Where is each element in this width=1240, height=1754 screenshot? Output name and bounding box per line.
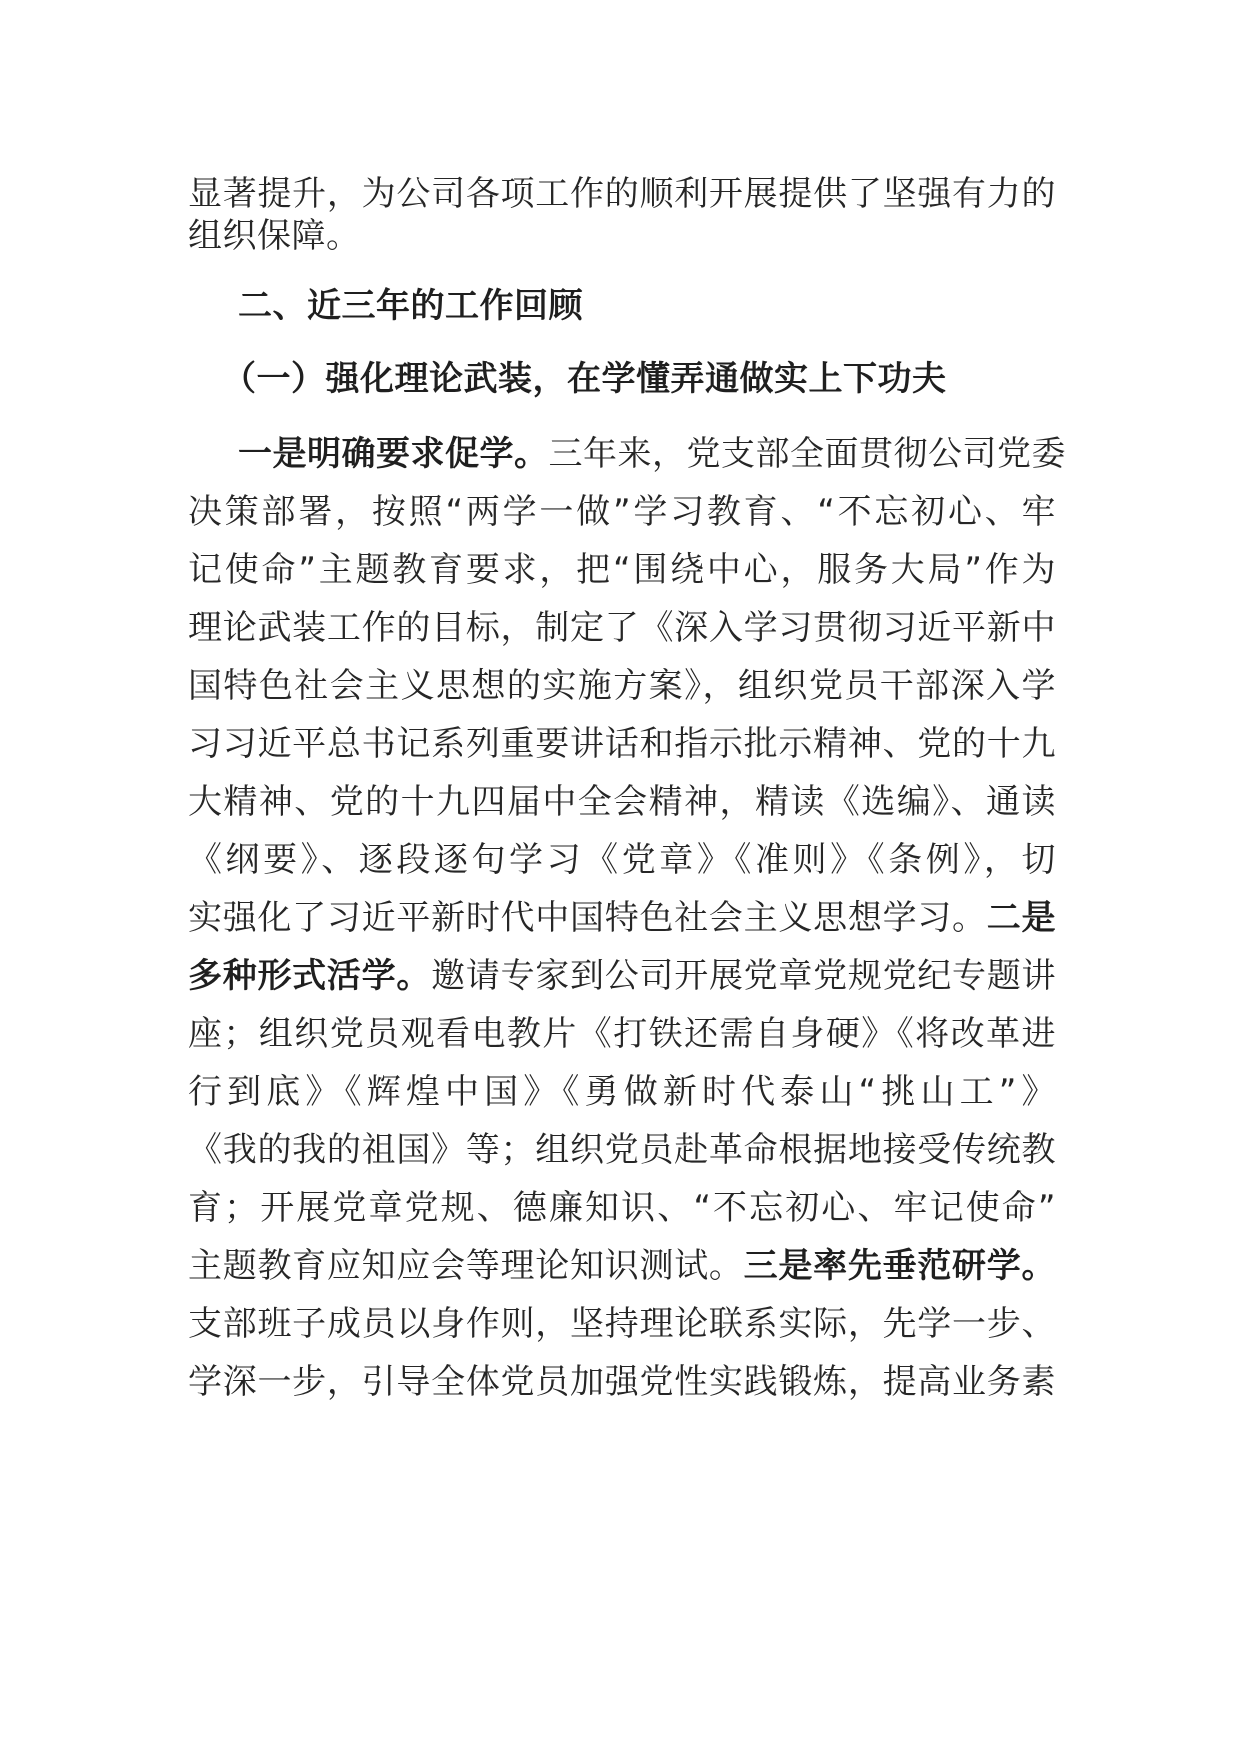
body-text: 邀请专家到公司开展党章党规党纪专题讲 (431, 956, 1057, 996)
body-line-15 (188, 1244, 1056, 1288)
body-line-14: 育；开展党章党规、德廉知识、“不忘初心、牢记使命” (188, 1188, 1056, 1228)
body-line-7: 大精神、党的十九四届中全会精神，精读《选编》、通读 (188, 782, 1056, 822)
point-three-label: 三是率先垂范研学。 (743, 1246, 1057, 1286)
intro-line-2: 组织保障。 (188, 216, 361, 256)
point-one-label: 一是明确要求促学。 (238, 434, 549, 474)
body-line-4: 理论武装工作的目标，制定了《深入学习贯彻习近平新中 (188, 608, 1056, 648)
body-line-12: 行到底》《辉煌中国》《勇做新时代泰山“挑山工”》 (188, 1072, 1056, 1112)
body-line-3: 记使命”主题教育要求，把“围绕中心，服务大局”作为 (188, 550, 1056, 590)
body-line-9 (188, 896, 1056, 940)
body-line-2: 决策部署，按照“两学一做”学习教育、“不忘初心、牢 (188, 492, 1056, 532)
body-line-13: 《我的我的祖国》等；组织党员赴革命根据地接受传统教 (188, 1130, 1056, 1170)
point-two-label-start: 二是 (986, 898, 1057, 938)
body-text: 主题教育应知应会等理论知识测试。 (188, 1246, 744, 1286)
subsection-heading: （一）强化理论武装，在学懂弄通做实上下功夫 (222, 359, 947, 399)
body-line-11: 座；组织党员观看电教片《打铁还需自身硬》《将改革进 (188, 1014, 1056, 1054)
body-line-1 (238, 432, 1066, 476)
point-two-label-end: 多种形式活学。 (188, 956, 432, 996)
body-text: 三年来，党支部全面贯彻公司党委 (548, 434, 1066, 474)
body-line-16: 支部班子成员以身作则，坚持理论联系实际，先学一步、 (188, 1304, 1056, 1344)
intro-line-1: 显著提升，为公司各项工作的顺利开展提供了坚强有力的 (188, 174, 1056, 214)
body-line-10 (188, 954, 1056, 998)
body-line-8: 《纲要》、逐段逐句学习《党章》《准则》《条例》，切 (188, 840, 1056, 880)
body-line-6: 习习近平总书记系列重要讲话和指示批示精神、党的十九 (188, 724, 1056, 764)
section-heading: 二、近三年的工作回顾 (238, 286, 583, 326)
body-text: 实强化了习近平新时代中国特色社会主义思想学习。 (188, 898, 987, 938)
body-line-17: 学深一步，引导全体党员加强党性实践锻炼，提高业务素 (188, 1362, 1056, 1402)
body-line-5: 国特色社会主义思想的实施方案》，组织党员干部深入学 (188, 666, 1056, 706)
